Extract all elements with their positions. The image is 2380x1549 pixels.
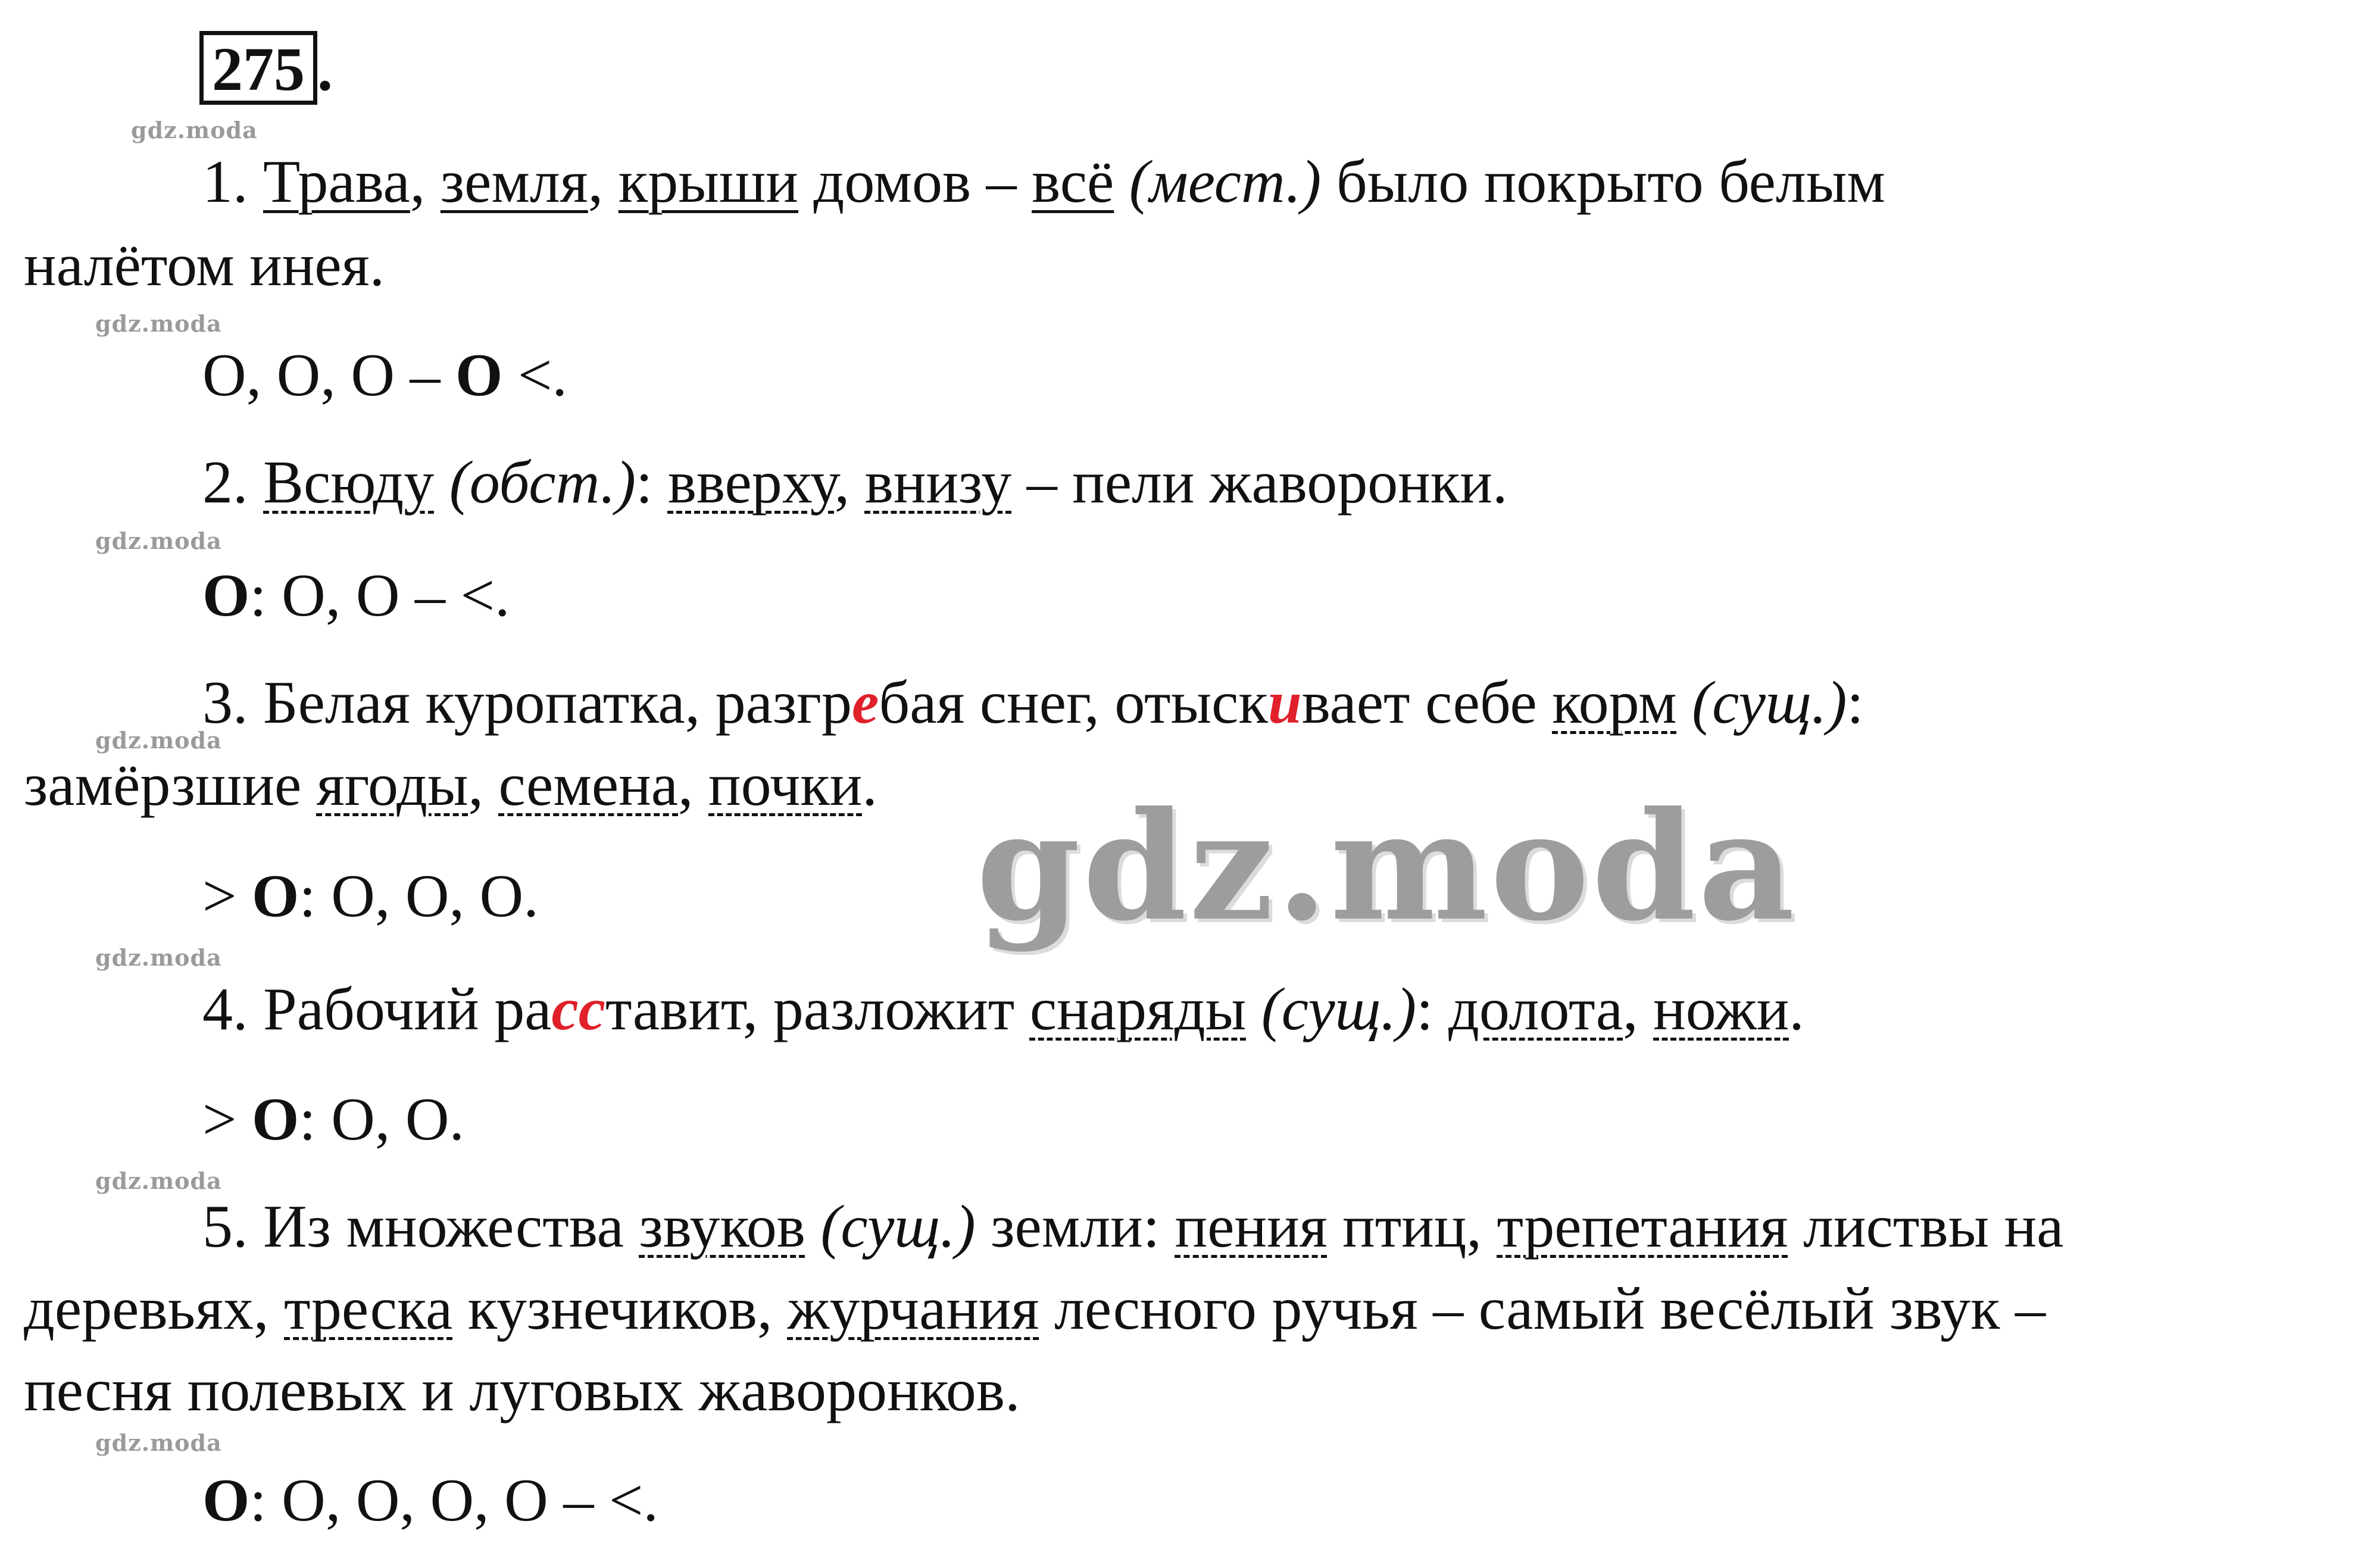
sentence-4-scheme: [202, 1086, 465, 1153]
watermark-small: gdz.moda: [131, 117, 258, 143]
sentence-2-line-1: [202, 449, 1508, 516]
sentence-text: :: [1847, 669, 1864, 736]
object-word: ножи: [1653, 976, 1789, 1043]
highlighted-letter: сс: [551, 976, 606, 1043]
object-word: треска: [284, 1275, 453, 1342]
scheme-generalizing: О: [252, 1086, 299, 1153]
scheme-text: >: [202, 863, 252, 930]
sentence-text: вает себе: [1301, 669, 1553, 736]
part-of-speech-note: (обст.): [449, 449, 636, 516]
task-number: [199, 31, 333, 105]
sentence-text: [1114, 148, 1129, 216]
sentence-text: [1246, 976, 1261, 1043]
sentence-text: кузнечиков,: [452, 1275, 788, 1342]
sentence-text: [434, 449, 449, 516]
sentence-5-line-3: песня полевых и луговых жаворонков.: [24, 1357, 1020, 1424]
sentence-text: домов –: [798, 148, 1032, 216]
punctuation: .: [862, 751, 877, 819]
watermark-small: gdz.moda: [95, 727, 222, 754]
punctuation: ,: [1623, 976, 1654, 1043]
object-word: долота: [1448, 976, 1623, 1043]
scheme-generalizing: О: [252, 863, 299, 930]
subject-word: крыши: [618, 148, 798, 216]
punctuation: ,: [410, 148, 441, 216]
sentence-text: 4. Рабочий ра: [202, 976, 552, 1043]
sentence-text: тавит, разложит: [605, 976, 1030, 1043]
sentence-1-line-2: налётом инея.: [24, 232, 385, 299]
scheme-text: >: [202, 1086, 252, 1153]
task-number-box: 275: [199, 31, 317, 105]
sentence-number: 2.: [202, 449, 263, 516]
scheme-generalizing: О: [202, 1467, 250, 1534]
sentence-text: лесного ручья – самый весёлый звук –: [1039, 1275, 2046, 1342]
sentence-text: было покрыто белым: [1321, 148, 1885, 216]
sentence-text: :: [635, 449, 668, 516]
scheme-generalizing: О: [455, 342, 503, 409]
object-word: трепетания: [1497, 1193, 1788, 1260]
sentence-text: [1677, 669, 1692, 736]
sentence-5-line-1: [202, 1193, 2064, 1260]
sentence-5-scheme: [202, 1467, 658, 1534]
adverbial-word: внизу: [864, 449, 1012, 516]
punctuation: .: [1789, 976, 1804, 1043]
part-of-speech-note: (сущ.): [1692, 669, 1847, 736]
task-number-dot: .: [317, 35, 333, 104]
part-of-speech-note: (сущ.): [1261, 976, 1417, 1043]
watermark-small: gdz.moda: [95, 527, 222, 554]
punctuation: ,: [588, 148, 619, 216]
sentence-3-line-1: [202, 669, 1864, 736]
sentence-text: 3. Белая куропатка, разгр: [202, 669, 852, 736]
generalizing-word: снаряды: [1029, 976, 1247, 1043]
generalizing-word: всё: [1032, 148, 1114, 216]
object-word: почки: [708, 751, 863, 819]
punctuation: ,: [468, 751, 499, 819]
scheme-text: : О, О, О.: [299, 863, 539, 930]
subject-word: земля: [440, 148, 588, 216]
watermark-small: gdz.moda: [95, 1167, 222, 1194]
highlighted-letter: и: [1267, 669, 1302, 736]
sentence-text: 5. Из множества: [202, 1193, 639, 1260]
object-word: семена: [498, 751, 678, 819]
sentence-4-line-1: [202, 976, 1804, 1043]
sentence-text: листвы на: [1788, 1193, 2064, 1260]
scheme-text: : О, О – <.: [249, 562, 510, 629]
sentence-text: земли:: [975, 1193, 1175, 1260]
sentence-text: :: [1416, 976, 1448, 1043]
sentence-text: птиц,: [1327, 1193, 1497, 1260]
sentence-2-scheme: [202, 562, 510, 629]
highlighted-letter: е: [852, 669, 879, 736]
part-of-speech-note: (сущ.): [820, 1193, 976, 1260]
adverbial-word: вверху: [667, 449, 835, 516]
sentence-text: бая снег, отыск: [879, 669, 1268, 736]
scheme-text: О, О, О –: [202, 342, 455, 409]
scheme-text: : О, О, О, О – <.: [249, 1467, 658, 1534]
sentence-text: деревьях,: [24, 1275, 285, 1342]
object-word: пения: [1175, 1193, 1328, 1260]
sentence-3-line-2: [24, 751, 877, 819]
sentence-text: – пели жаворонки.: [1011, 449, 1508, 516]
sentence-3-scheme: [202, 863, 539, 930]
generalizing-word: корм: [1552, 669, 1677, 736]
object-word: журчания: [787, 1275, 1039, 1342]
generalizing-word: звуков: [639, 1193, 805, 1260]
scheme-text: : О, О.: [299, 1086, 465, 1153]
sentence-1-line-1: [202, 148, 1885, 216]
scheme-generalizing: О: [202, 562, 250, 629]
sentence-text: замёрзшие: [24, 751, 317, 819]
part-of-speech-note: (мест.): [1129, 148, 1322, 216]
object-word: ягоды: [316, 751, 468, 819]
punctuation: ,: [678, 751, 708, 819]
sentence-text: [805, 1193, 821, 1260]
watermark-small: gdz.moda: [95, 1429, 222, 1456]
generalizing-word: Всюду: [263, 449, 435, 516]
punctuation: ,: [834, 449, 865, 516]
scheme-text: <.: [502, 342, 567, 409]
watermark-large: gdz.moda: [976, 779, 1797, 954]
sentence-5-line-2: [24, 1275, 2046, 1342]
watermark-small: gdz.moda: [95, 310, 222, 337]
subject-word: Трава: [263, 148, 410, 216]
watermark-small: gdz.moda: [95, 944, 222, 971]
sentence-1-scheme: [202, 342, 567, 409]
sentence-number: 1.: [202, 148, 263, 216]
